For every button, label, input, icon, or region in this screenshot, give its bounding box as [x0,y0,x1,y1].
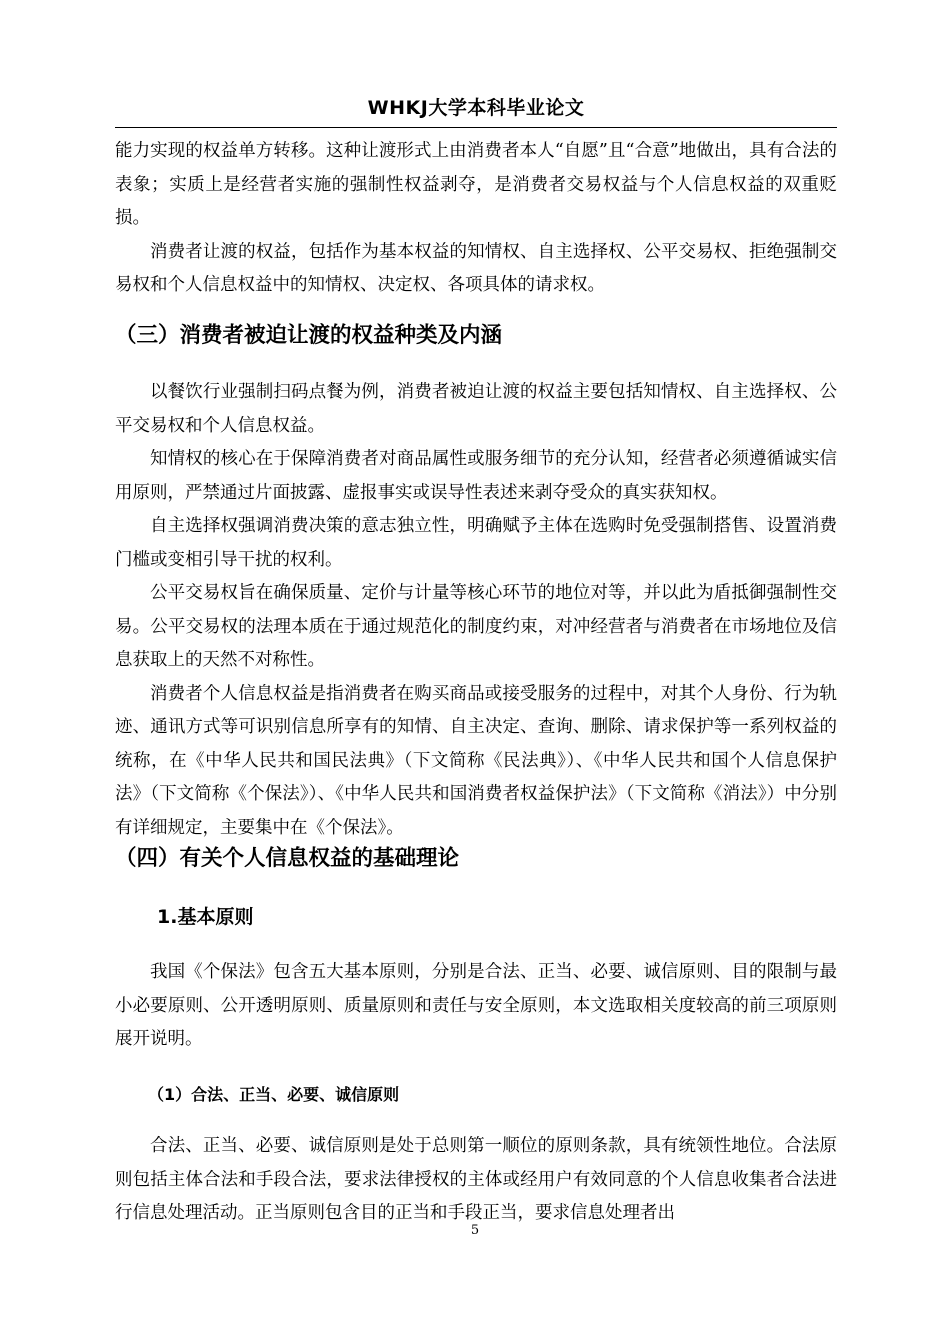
paragraph-group-3 [115,956,837,1057]
section-heading-4: （四）有关个人信息权益的基础理论 [115,846,460,871]
paragraph: 合法、正当、必要、诚信原则是处于总则第一顺位的原则条款，具有统领性地位。合法原则包括主体合法和手段合法，要求法律授权的主体或经用户有效同意的个人信息收集者合法进行信息处理活动。正当原则包含目的正当和手段正当，要求信息处理者出 [115,1136,837,1223]
paragraph: 消费者让渡的权益，包括作为基本权益的知情权、自主选择权、公平交易权、拒绝强制交易权和个人信息权益中的知情权、决定权、各项具体的请求权。 [115,241,837,295]
paragraph: 公平交易权旨在确保质量、定价与计量等核心环节的地位对等，并以此为盾抵御强制性交易。公平交易权的法理本质在于通过规范化的制度约束，对冲经营者与消费者在市场地位及信息获取上的天然不对称性。 [115,583,837,670]
subsubsection-heading: （1）合法、正当、必要、诚信原则 [148,1085,400,1104]
subsection-heading: 1.基本原则 [157,906,254,928]
header-divider [115,127,837,128]
paragraph-group-2 [115,376,837,845]
paragraph: 消费者个人信息权益是指消费者在购买商品或接受服务的过程中，对其个人身份、行为轨迹、通讯方式等可识别信息所享有的知情、自主决定、查询、删除、请求保护等一系列权益的统称，在《中华人民共和国民法典》（下文简称《民法典》）、《中华人民共和国个人信息保护法》（下文简称《个保法》）、《中华人民共和国消费者权益保护法》（下文简称《消法》）中分别有详细规定，主要集中在《个保法》。 [115,683,837,838]
paragraph: 以餐饮行业强制扫码点餐为例，消费者被迫让渡的权益主要包括知情权、自主选择权、公平交易权和个人信息权益。 [115,382,837,436]
paragraph-group-4 [115,1130,837,1231]
running-header: WHKJ大学本科毕业论文 [367,97,585,119]
section-heading-3: （三）消费者被迫让渡的权益种类及内涵 [115,323,503,348]
paragraph: 我国《个保法》包含五大基本原则，分别是合法、正当、必要、诚信原则、目的限制与最小必要原则、公开透明原则、质量原则和责任与安全原则，本文选取相关度较高的前三项原则展开说明。 [115,962,837,1049]
paragraph: 自主选择权强调消费决策的意志独立性，明确赋予主体在选购时免受强制搭售、设置消费门槛或变相引导干扰的权利。 [115,516,837,570]
page-number: 5 [470,1223,480,1238]
paragraph: 能力实现的权益单方转移。这种让渡形式上由消费者本人“自愿”且“合意”地做出，具有合法的表象；实质上是经营者实施的强制性权益剥夺，是消费者交易权益与个人信息权益的双重贬损。 [115,141,837,228]
paragraph-group-1 [115,135,837,303]
paragraph: 知情权的核心在于保障消费者对商品属性或服务细节的充分认知，经营者必须遵循诚实信用原则，严禁通过片面披露、虚报事实或误导性表述来剥夺受众的真实获知权。 [115,449,837,503]
